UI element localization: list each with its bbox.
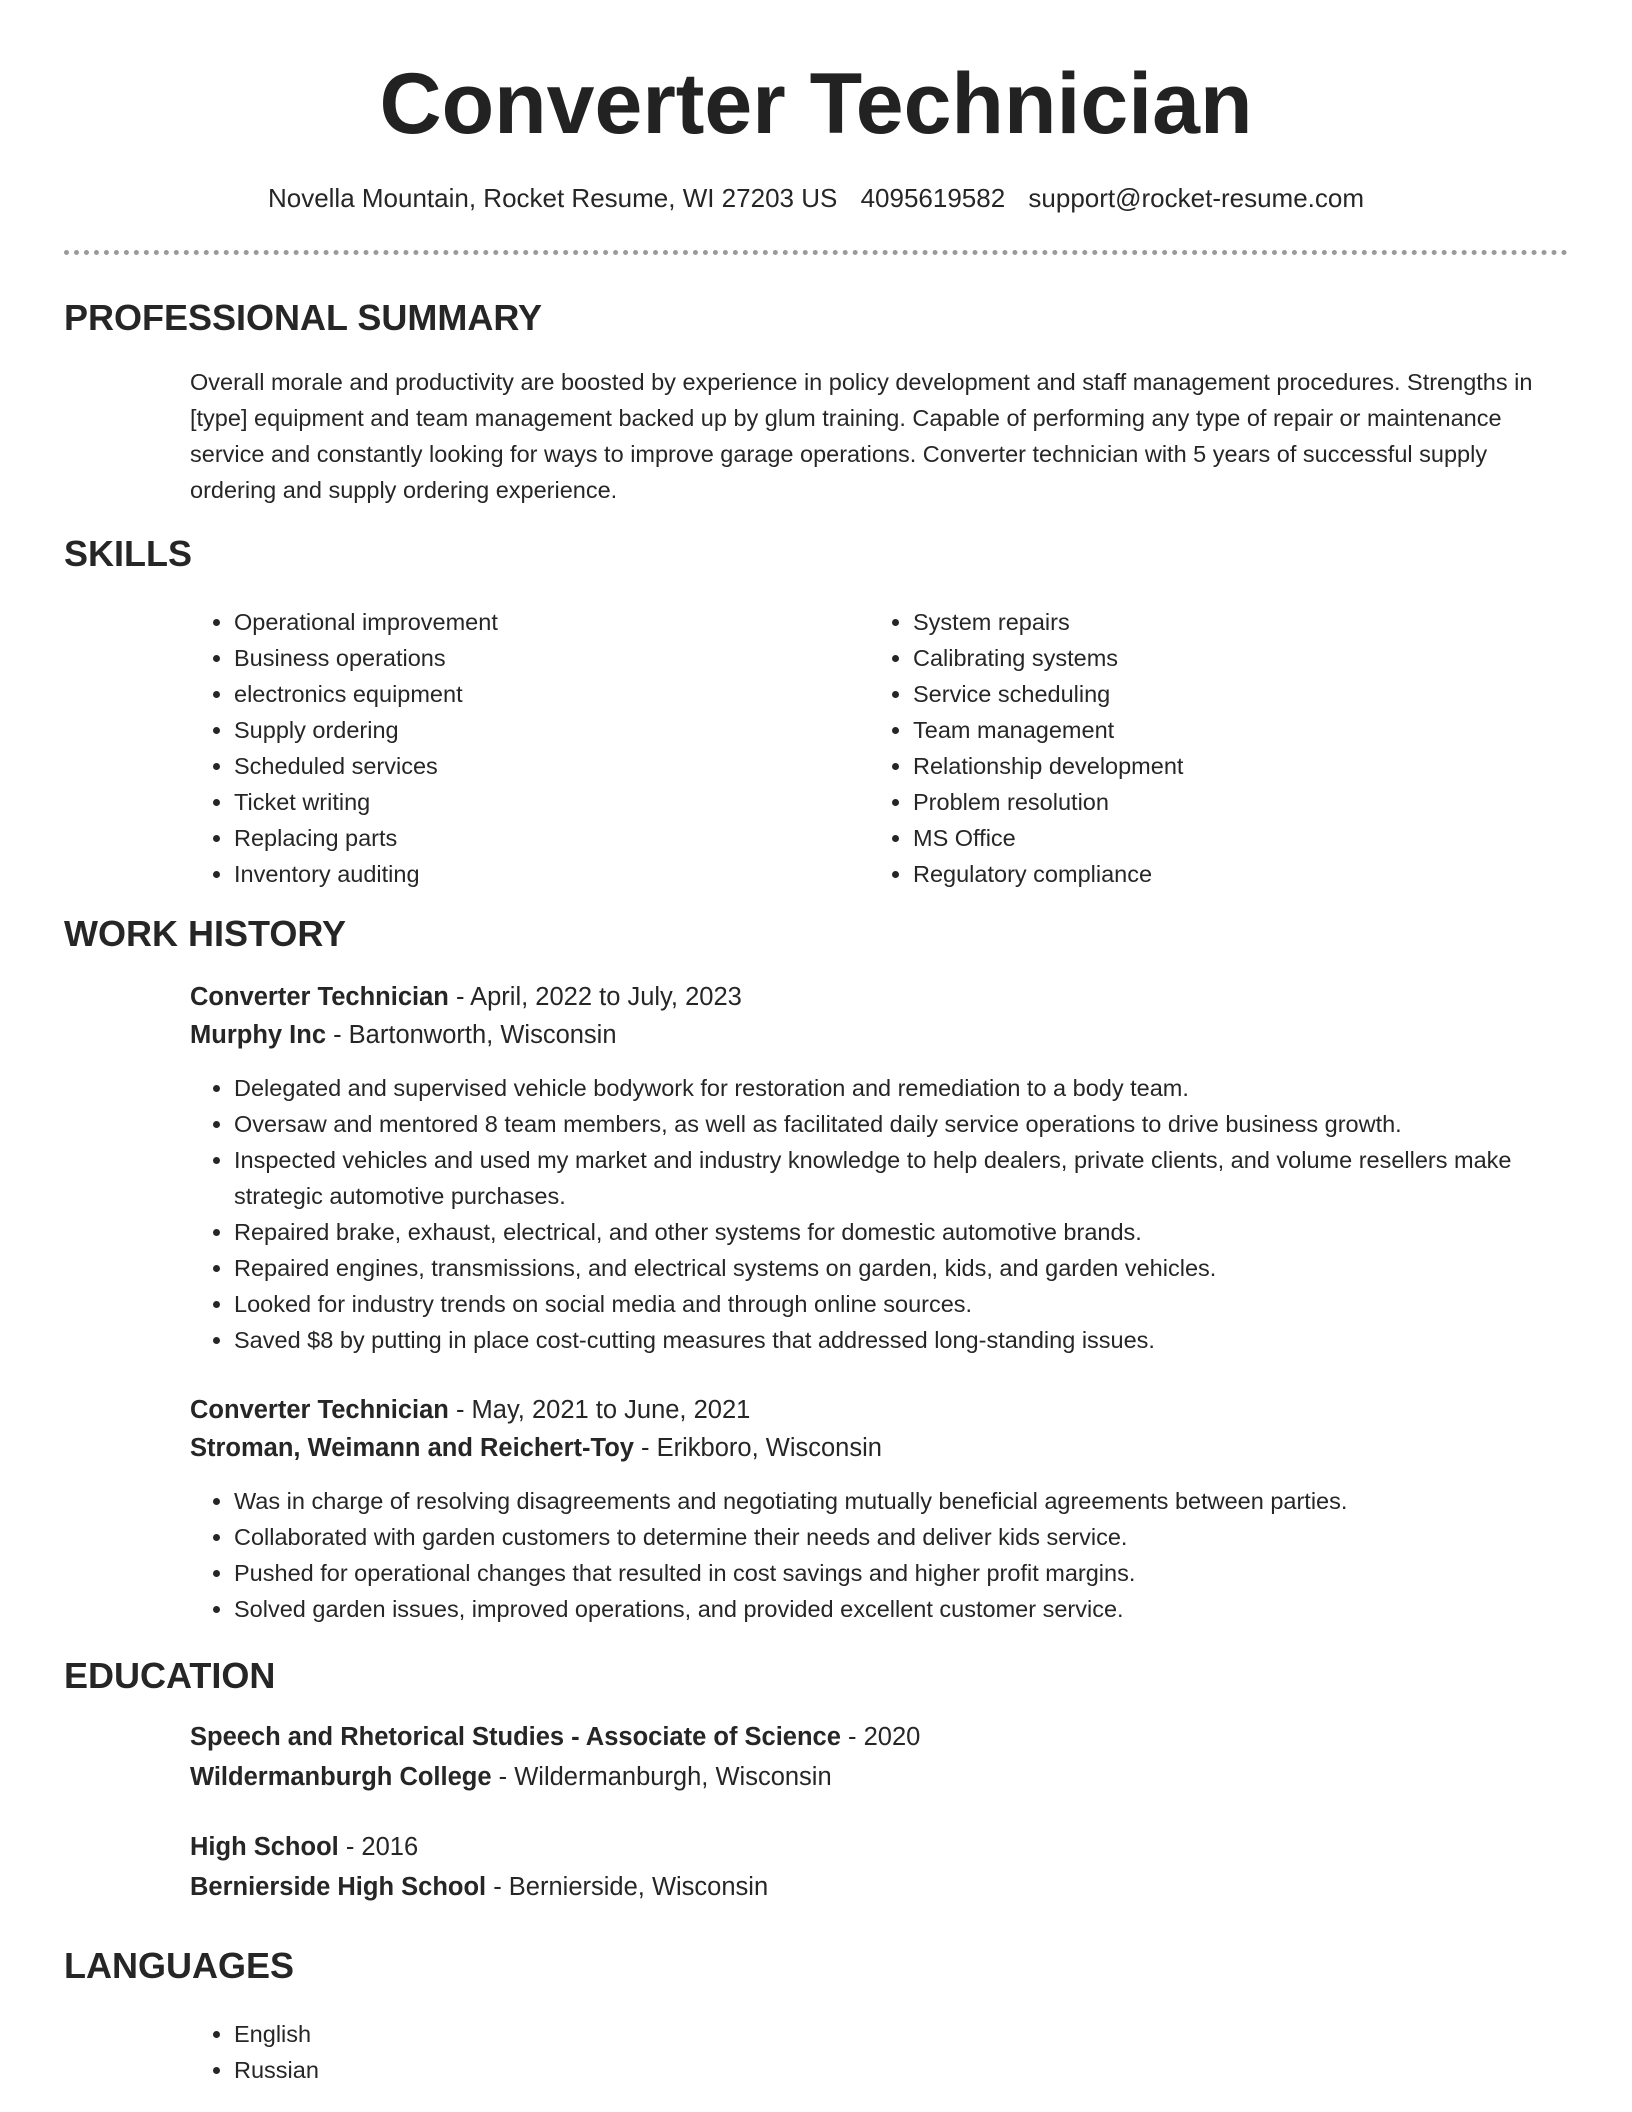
education-location: - Bernierside, Wisconsin bbox=[486, 1873, 769, 1901]
education-year: - 2020 bbox=[840, 1723, 921, 1751]
languages-list-container bbox=[190, 2016, 790, 2088]
education-degree: High School bbox=[190, 1833, 339, 1861]
skill-item: • Service scheduling bbox=[913, 676, 1489, 712]
job-duty: • Delegated and supervised vehicle bodywork for restoration and remediation to a body team. bbox=[234, 1070, 1570, 1106]
education-school-line bbox=[190, 1758, 832, 1796]
skill-item: • Ticket writing bbox=[234, 784, 810, 820]
education-title: EDUCATION bbox=[64, 1655, 276, 1696]
candidate-name: Converter Technician bbox=[379, 56, 1253, 152]
education-school-line bbox=[190, 1868, 768, 1906]
job-duty: • Saved $8 by putting in place cost-cutting measures that addressed long-standing issues. bbox=[234, 1322, 1570, 1358]
work-history-title: WORK HISTORY bbox=[64, 913, 347, 954]
skill-item: • Relationship development bbox=[913, 748, 1489, 784]
education-degree-line bbox=[190, 1718, 920, 1756]
summary-title: PROFESSIONAL SUMMARY bbox=[64, 297, 543, 338]
education-school: Wildermanburgh College bbox=[190, 1763, 492, 1791]
job-company-line bbox=[190, 1429, 882, 1467]
job-duties-list bbox=[190, 1070, 1570, 1358]
job-duties-list bbox=[190, 1483, 1570, 1627]
job-duty: • Looked for industry trends on social media and through online sources. bbox=[234, 1286, 1570, 1322]
skill-item: • Operational improvement bbox=[234, 604, 810, 640]
education-degree: Speech and Rhetorical Studies - Associate of Science bbox=[190, 1723, 841, 1751]
job-company: Stroman, Weimann and Reichert-Toy bbox=[190, 1434, 634, 1462]
language-item: • Russian bbox=[234, 2052, 790, 2088]
contact-line bbox=[0, 178, 1632, 218]
job-dates: - April, 2022 to July, 2023 bbox=[448, 983, 742, 1011]
job-role: Converter Technician bbox=[190, 983, 449, 1011]
skill-item: • Team management bbox=[913, 712, 1489, 748]
job-duty: • Repaired brake, exhaust, electrical, and other systems for domestic automotive brands. bbox=[234, 1214, 1570, 1250]
job-dates: - May, 2021 to June, 2021 bbox=[448, 1396, 751, 1424]
summary-text: Overall morale and productivity are boosted by experience in policy development and staff management procedures. Strengths in [type] equipment and team management backed up by glum training. Capable of performing any type of repair or maintenance service and constantly looking for ways to improve garage operations. Converter technician with 5 years of successful supply ordering and supply ordering experience. bbox=[190, 369, 1533, 503]
languages-list bbox=[190, 2016, 790, 2088]
skills-left-list bbox=[190, 604, 810, 892]
education-school: Bernierside High School bbox=[190, 1873, 487, 1901]
job-duty: • Oversaw and mentored 8 team members, as well as facilitated daily service operations to drive business growth. bbox=[234, 1106, 1570, 1142]
job-role: Converter Technician bbox=[190, 1396, 449, 1424]
job-title-line bbox=[190, 1391, 750, 1429]
skill-item: • Scheduled services bbox=[234, 748, 810, 784]
skill-item: • Inventory auditing bbox=[234, 856, 810, 892]
skills-left-column bbox=[190, 604, 810, 892]
skill-item: • System repairs bbox=[913, 604, 1489, 640]
job-location: - Bartonworth, Wisconsin bbox=[326, 1021, 617, 1049]
languages-title: LANGUAGES bbox=[64, 1945, 295, 1986]
job-location: - Erikboro, Wisconsin bbox=[633, 1434, 882, 1462]
education-year: - 2016 bbox=[338, 1833, 419, 1861]
skill-item: • Calibrating systems bbox=[913, 640, 1489, 676]
skills-right-list bbox=[869, 604, 1489, 892]
skill-item: • Supply ordering bbox=[234, 712, 810, 748]
skill-item: • Regulatory compliance bbox=[913, 856, 1489, 892]
header-divider bbox=[64, 250, 1568, 255]
job-company: Murphy Inc bbox=[190, 1021, 327, 1049]
skill-item: • Business operations bbox=[234, 640, 810, 676]
job-duty: • Inspected vehicles and used my market and industry knowledge to help dealers, private clients, and volume resellers make strategic automotive purchases. bbox=[234, 1142, 1570, 1214]
skills-right-column bbox=[869, 604, 1489, 892]
skill-item: • Problem resolution bbox=[913, 784, 1489, 820]
job-title-line bbox=[190, 978, 742, 1016]
job-duty: • Collaborated with garden customers to determine their needs and deliver kids service. bbox=[234, 1519, 1570, 1555]
education-location: - Wildermanburgh, Wisconsin bbox=[491, 1763, 832, 1791]
contact-address: Novella Mountain, Rocket Resume, WI 27203 US bbox=[267, 183, 838, 213]
job-duty: • Pushed for operational changes that resulted in cost savings and higher profit margins. bbox=[234, 1555, 1570, 1591]
contact-phone: 4095619582 bbox=[860, 183, 1006, 213]
job-duty: • Solved garden issues, improved operations, and provided excellent customer service. bbox=[234, 1591, 1570, 1627]
skill-item: • electronics equipment bbox=[234, 676, 810, 712]
education-degree-line bbox=[190, 1828, 418, 1866]
job-duties bbox=[190, 1483, 1570, 1627]
contact-email: support@rocket-resume.com bbox=[1028, 183, 1365, 213]
skill-item: • Replacing parts bbox=[234, 820, 810, 856]
language-item: • English bbox=[234, 2016, 790, 2052]
job-duties bbox=[190, 1070, 1570, 1358]
skills-title: SKILLS bbox=[64, 533, 193, 574]
skill-item: • MS Office bbox=[913, 820, 1489, 856]
job-duty: • Repaired engines, transmissions, and electrical systems on garden, kids, and garden vehicles. bbox=[234, 1250, 1570, 1286]
job-duty: • Was in charge of resolving disagreements and negotiating mutually beneficial agreements between parties. bbox=[234, 1483, 1570, 1519]
job-company-line bbox=[190, 1016, 617, 1054]
